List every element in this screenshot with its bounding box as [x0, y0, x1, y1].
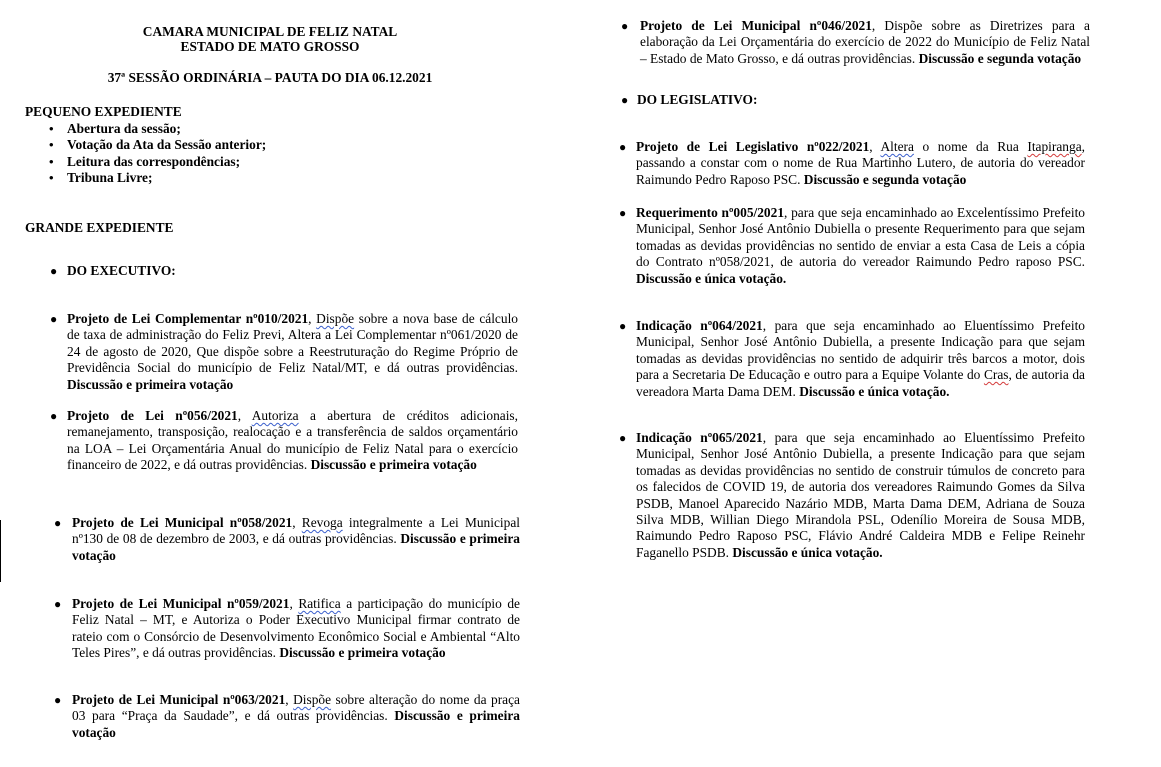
- bullet-icon: ●: [54, 693, 62, 707]
- item-text: sobre a nova base de cálculo de taxa de administração do Feliz Previ, Altera a Lei Complementar nº061/2020 de 24 de agosto de 2020, Que dispõe sobre a Reestruturação do Regime Próprio de Previdência Social do município de Feliz Natal/MT, e dá outras providências.: [67, 311, 518, 376]
- item-text: a participação do município de Feliz Natal – MT, e Autoriza o Poder Executivo Municipal firmar contrato de rateio com o Consórcio de Desenvolvimento Econômico Social e Ambiental “Alto Teles Pires”, e dá outras providências.: [72, 596, 520, 661]
- executivo-label: DO EXECUTIVO:: [67, 263, 176, 278]
- item-title: Projeto de Lei Municipal nº058/2021: [72, 515, 293, 530]
- item-text: integralmente a Lei Municipal nº130 de 08 de dezembro de 2003, e dá outras providências.: [72, 515, 520, 547]
- item-vote: Discussão e segunda votação: [918, 50, 1082, 66]
- agenda-item-pl046: [640, 18, 1090, 67]
- item-text: , para que seja encaminhado ao Excelentíssimo Prefeito Municipal, Senhor José Antônio Dubiella o presente Requerimento para que sejam tomadas as devidas providências no sentido de enviar a esta Casa de Leis a cópia do Contrato nº058/2021, de autoria do vereador Raimundo Pedro raposo PSC.: [636, 205, 1085, 270]
- item-vote: Discussão e única votação.: [799, 383, 950, 399]
- item-text: , para que seja encaminhado ao Eluentíssimo Prefeito Municipal, Senhor José Antônio Dubiella, a presente Indicação para que sejam tomadas as devidas providências no sentido de construir túmulos de concreto para os falecidos de COVID 19, de autoria dos vereadores Raimundo Gomes da Silva PSDB, Manoel Aparecido Nazário MDB, Marta Dama DEM, Adriana de Souza Silva MDB, Willian Diego Mirandola PSL, Odenílio Moreira de Sousa MDB, Raimundo Pedro Raposo PSC, Flávio André Caldeira MDB e Felipe Reinehr Faganello PSDB.: [636, 430, 1085, 560]
- item-vote: Discussão e única votação.: [732, 544, 883, 560]
- bullet-icon: ●: [54, 516, 62, 530]
- agenda-item-pl063: Projeto de Lei Municipal nº063/2021, Dispõe sobre alteração do nome da praça 03 para “Praça da Saudade”, e dá outras providências. Discussão e primeira votação: [72, 692, 520, 740]
- item-vote: Discussão e primeira votação: [67, 376, 234, 392]
- bullet-icon: ●: [621, 19, 629, 33]
- item-text: , passando a constar com o nome de Rua Martinho Lutero, de autoria do vereador Raimundo Pedro Raposo PSC.: [636, 139, 1085, 187]
- item-title: Projeto de Lei Legislativo nº022/2021: [636, 139, 870, 154]
- item-title: Indicação nº064/2021: [636, 318, 763, 333]
- item-place: Cras: [983, 367, 1009, 383]
- item-vote: Discussão e primeira votação: [310, 457, 477, 473]
- agenda-item-pl059: Projeto de Lei Municipal nº059/2021, Ratifica a participação do município de Feliz Natal – MT, e Autoriza o Poder Executivo Municipal firmar contrato de rateio com o Consórcio de Desenvolvimento Econômico Social e Ambiental “Alto Teles Pires”, e dá outras providências. Discussão e primeira votação: [72, 596, 520, 661]
- bullet-icon: ●: [50, 312, 58, 326]
- item-text: sobre alteração do nome da praça 03 para “Praça da Saudade”, e dá outras providências.: [72, 692, 520, 724]
- item-vote: Discussão e segunda votação: [803, 171, 967, 187]
- item-verb: Autoriza: [251, 408, 299, 423]
- agenda-item-ind064: [636, 318, 1085, 400]
- agenda-item-pl010: Projeto de Lei Complementar nº010/2021, Dispõe sobre a nova base de cálculo de taxa de administração do Feliz Previ, Altera a Lei Complementar nº061/2020 de 24 de agosto de 2020, Que dispõe sobre a Reestruturação do Regime Próprio de Previdência Social do município de Feliz Natal/MT, e dá outras providências. Discussão e primeira votação: [67, 311, 518, 392]
- item-text: , para que seja encaminhado ao Eluentíssimo Prefeito Municipal, Senhor José Antônio Dubiella, a presente Indicação para que sejam tomadas as devidas providências no sentido de adquirir três barcos a motor, dois para a Secretaria De Educação e outro para a Equipe Volante do: [636, 318, 1085, 383]
- agenda-item-pl058: Projeto de Lei Municipal nº058/2021, Revoga integralmente a Lei Municipal nº130 de 08 de dezembro de 2003, e dá outras providências. Discussão e primeira votação: [72, 515, 520, 563]
- item-verb: Ratifica: [298, 596, 341, 611]
- item-title: Projeto de Lei Complementar nº010/2021: [67, 311, 309, 326]
- item-title: Projeto de Lei Municipal nº046/2021: [640, 18, 872, 33]
- bullet-icon: ●: [619, 431, 627, 445]
- item-vote: Discussão e primeira votação: [72, 708, 520, 740]
- item-verb: Revoga: [301, 515, 343, 530]
- bullet-icon: ●: [54, 597, 62, 611]
- chamber-name: CAMARA MUNICIPAL DE FELIZ NATAL: [142, 24, 398, 39]
- item-title: Requerimento nº005/2021: [636, 205, 785, 220]
- item-title: Projeto de Lei Municipal nº059/2021: [72, 596, 290, 611]
- item-verb: Altera: [880, 139, 914, 154]
- item-title: Projeto de Lei Municipal nº063/2021: [72, 692, 286, 707]
- session-title: 37ª SESSÃO ORDINÁRIA – PAUTA DO DIA 06.12.2021: [107, 70, 433, 85]
- bullet-icon: ●: [619, 140, 627, 154]
- list-item: • Leitura das correspondências;: [25, 154, 525, 170]
- item-place: Itapiranga: [1027, 139, 1082, 154]
- grande-expediente-title: GRANDE EXPEDIENTE: [25, 220, 174, 235]
- item-text: a abertura de créditos adicionais, remanejamento, transposição, realocação e a transferência de saldos orçamentário na LOA – Lei Orçamentária Anual do município de Feliz Natal para o exercício financeiro de 2022, e dá outras providências.: [67, 408, 518, 473]
- item-text: , de autoria da vereadora Marta Dama DEM.: [636, 367, 1085, 399]
- item-text: , Dispõe sobre as Diretrizes para a elaboração da Lei Orçamentária do exercício de 2022 do Município de Feliz Natal – Estado de Mato Grosso, e dá outras providências.: [640, 18, 1090, 66]
- page-edge-mark: [0, 520, 1, 582]
- pequeno-expediente-list: [25, 121, 525, 187]
- item-title: Projeto de Lei nº056/2021: [67, 408, 238, 423]
- bullet-icon: ●: [50, 264, 58, 278]
- agenda-item-ind065: [636, 430, 1085, 561]
- pequeno-expediente-title: PEQUENO EXPEDIENTE: [25, 104, 182, 119]
- list-item: • Abertura da sessão;: [25, 121, 525, 137]
- list-item: • Tribuna Livre;: [25, 170, 525, 186]
- bullet-icon: ●: [619, 319, 627, 333]
- item-vote: Discussão e primeira votação: [72, 531, 520, 563]
- item-vote: Discussão e primeira votação: [279, 645, 446, 661]
- agenda-item-pl056: Projeto de Lei nº056/2021, Autoriza a abertura de créditos adicionais, remanejamento, transposição, realocação e a transferência de saldos orçamentário na LOA – Lei Orçamentária Anual do município de Feliz Natal para o exercício financeiro de 2022, e dá outras providências. Discussão e primeira votação: [67, 408, 518, 473]
- bullet-icon: ●: [621, 93, 629, 107]
- bullet-icon: ●: [619, 206, 627, 220]
- list-item: • Votação da Ata da Sessão anterior;: [25, 137, 525, 153]
- agenda-item-req005: [636, 205, 1085, 287]
- state-name: ESTADO DE MATO GROSSO: [180, 39, 360, 55]
- document-header: [0, 24, 540, 56]
- bullet-icon: ●: [50, 409, 58, 423]
- item-text: o nome da Rua: [913, 139, 1028, 154]
- item-verb: Dispõe: [316, 311, 355, 326]
- agenda-item-pll022: Projeto de Lei Legislativo nº022/2021, Altera o nome da Rua Itapiranga, passando a constar com o nome de Rua Martinho Lutero, de autoria do vereador Raimundo Pedro Raposo PSC. Discussão e segunda votação: [636, 139, 1085, 187]
- item-vote: Discussão e única votação.: [636, 270, 787, 286]
- item-title: Indicação nº065/2021: [636, 430, 763, 445]
- item-verb: Dispõe: [293, 692, 332, 707]
- legislativo-label: DO LEGISLATIVO:: [637, 92, 758, 107]
